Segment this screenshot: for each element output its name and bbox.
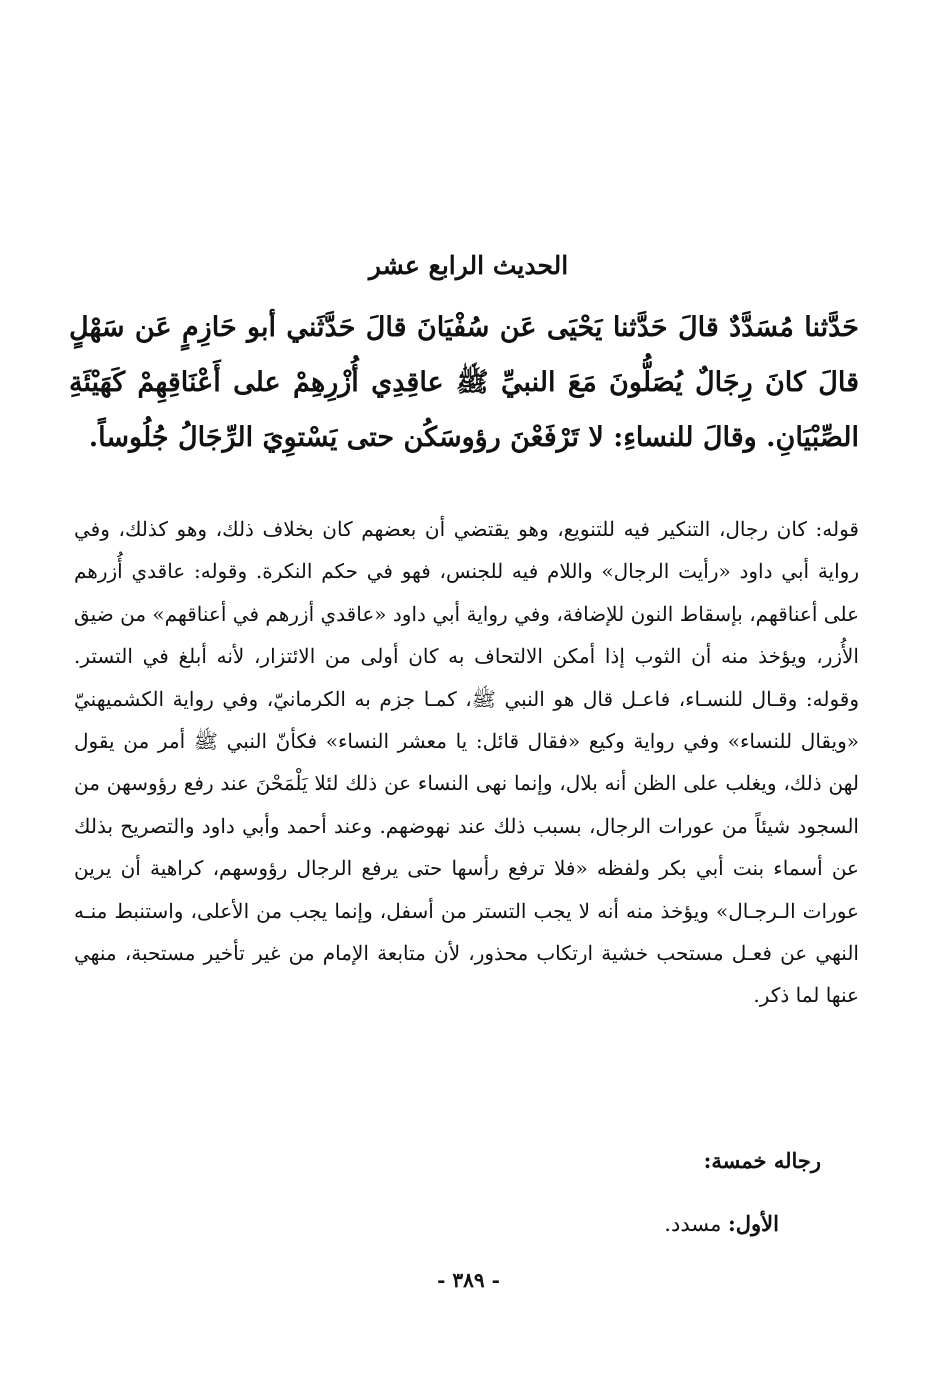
hadith-text: حَدَّثنا مُسَدَّدٌ قالَ حَدَّثنا يَحْيَى عَن سُفْيَانَ قالَ حَدَّثَني أبو حَازِمٍ عَن سَهْلٍ قالَ كانَ رِجَالٌ يُصَلُّونَ مَعَ النبيِّ ﷺ عاقِدِي أُزْرِهِمْ على أَعْنَاقِهِمْ كَهَيْئَةِ الصِّبْيَانِ. وقالَ للنساءِ: لا تَرْفَعْنَ رؤوسَكُن حتى يَسْتوِيَ الرِّجَالُ جُلُوساً. [69,312,859,453]
page-number: - ٣٨٩ - [437,1268,500,1292]
first-narrator-label: الأول: [728,1211,779,1236]
first-narrator-name: مسدد. [664,1212,722,1236]
narrators-heading: رجاله خمسة: [703,1148,821,1173]
section-heading: الحديث الرابع عشر [368,251,569,280]
commentary-text: قوله: كان رجال، التنكير فيه للتنويع، وهو يقتضي أن بعضهم كان بخلاف ذلك، وهو كذلك، وفي رواية أبي داود «رأيت الرجال» واللام فيه للجنس، فهو في حكم النكرة. وقوله: عاقدي أُزرهم على أعناقهم، بإسقاط النون للإضافة، وفي رواية أبي داود «عاقدي أزرهم في أعناقهم» من ضيق الأُزر، ويؤخذ منه أن الثوب إذا أمكن الالتحاف به كان أولى من الائتزار، لأنه أبلغ في التستر. وقوله: وقـال للنسـاء، فاعـل قال هو النبي ﷺ، كمـا جزم به الكرمانيّ، وفي رواية الكشميهنيّ «ويقال للنساء» وفي رواية وكيع «فقال قائل: يا معشر النساء» فكأنّ النبي ﷺ أمر من يقول لهن ذلك، ويغلب على الظن أنه بلال، وإنما نهى النساء عن ذلك لئلا يَلْمَحْنَ عند رفع رؤوسهن من السجود شيئاً من عورات الرجال، بسبب ذلك عند نهوضهم. وعند أحمد وأبي داود والتصريح بذلك عن أسماء بنت أبي بكر ولفظه «فلا ترفع رأسها حتى يرفع الرجال رؤوسهم، كراهية أن يرين عورات الـرجـال» ويؤخذ منه أنه لا يجب التستر من أسفل، وإنما يجب من الأعلى، واستنبط منـه النهي عن فعـل مستحب خشية ارتكاب محذور، لأن متابعة الإمام من غير تأخير مستحبة، منهي عنها لما ذكر. [74,517,859,1008]
first-narrator-line [664,1206,779,1242]
